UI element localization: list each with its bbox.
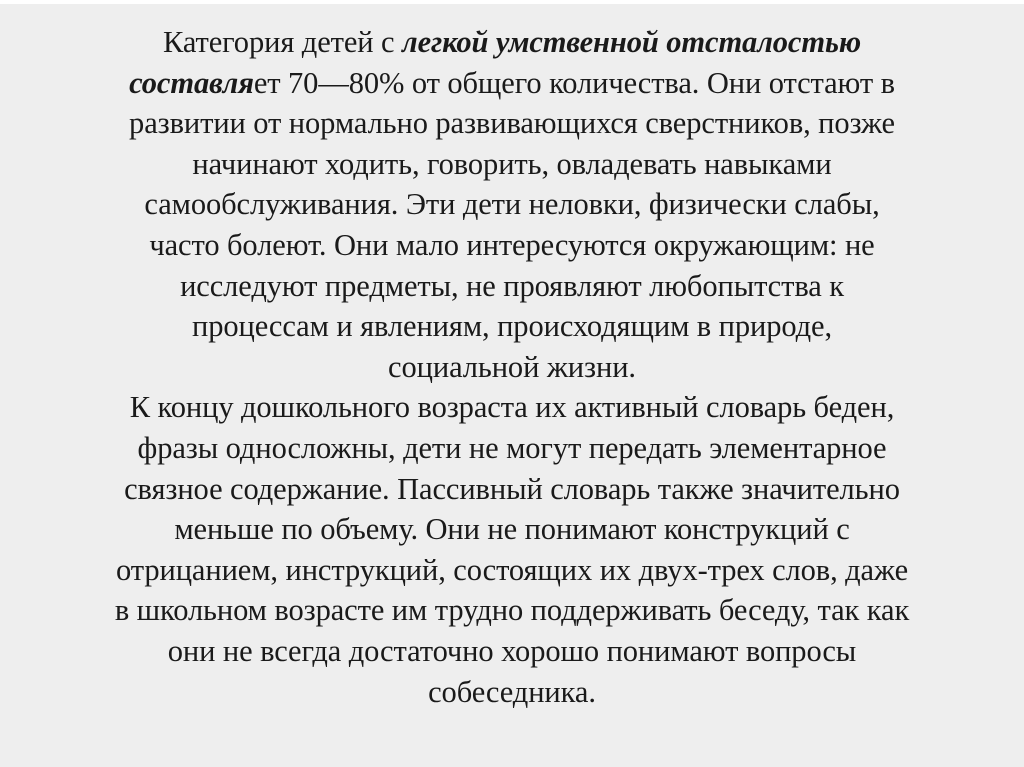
text-run: Категория детей с: [163, 25, 403, 59]
text-line: часто болеют. Они мало интересуются окружающим: не: [149, 227, 875, 262]
text-line: К концу дошкольного возраста их активный словарь беден,: [129, 390, 895, 425]
text-line: они не всегда достаточно хорошо понимают вопросы: [167, 633, 857, 668]
text-line: самообслуживания. Эти дети неловки, физически слабы,: [144, 187, 880, 222]
emphasized-term: составля: [129, 65, 254, 100]
text-line: социальной жизни.: [388, 349, 636, 384]
text-line: отрицанием, инструкций, состоящих их двух-трех слов, даже: [115, 552, 909, 587]
text-line: в школьном возрасте им трудно поддерживать беседу, так как: [114, 593, 910, 628]
text-line: исследуют предметы, не проявляют любопытства к: [180, 268, 844, 303]
text-line: связное содержание. Пассивный словарь также значительно: [124, 471, 900, 506]
text-line: фразы односложны, дети не могут передать элементарное: [137, 430, 887, 465]
slide-text: [40, 22, 984, 712]
text-run: ет 70—80% от общего количества. Они отстают в: [253, 65, 895, 100]
text-line: [40, 22, 984, 63]
text-line: развитии от нормально развивающихся сверстников, позже: [129, 106, 895, 141]
text-line: меньше по объему. Они не понимают конструкций с: [174, 512, 850, 547]
text-line: собеседника.: [428, 674, 596, 709]
emphasized-term: легкой умственной отсталостью: [402, 25, 861, 59]
text-line: начинают ходить, говорить, овладевать навыками: [192, 146, 832, 181]
text-line: процессам и явлениям, происходящим в природе,: [191, 309, 833, 344]
text-line: [40, 63, 984, 104]
